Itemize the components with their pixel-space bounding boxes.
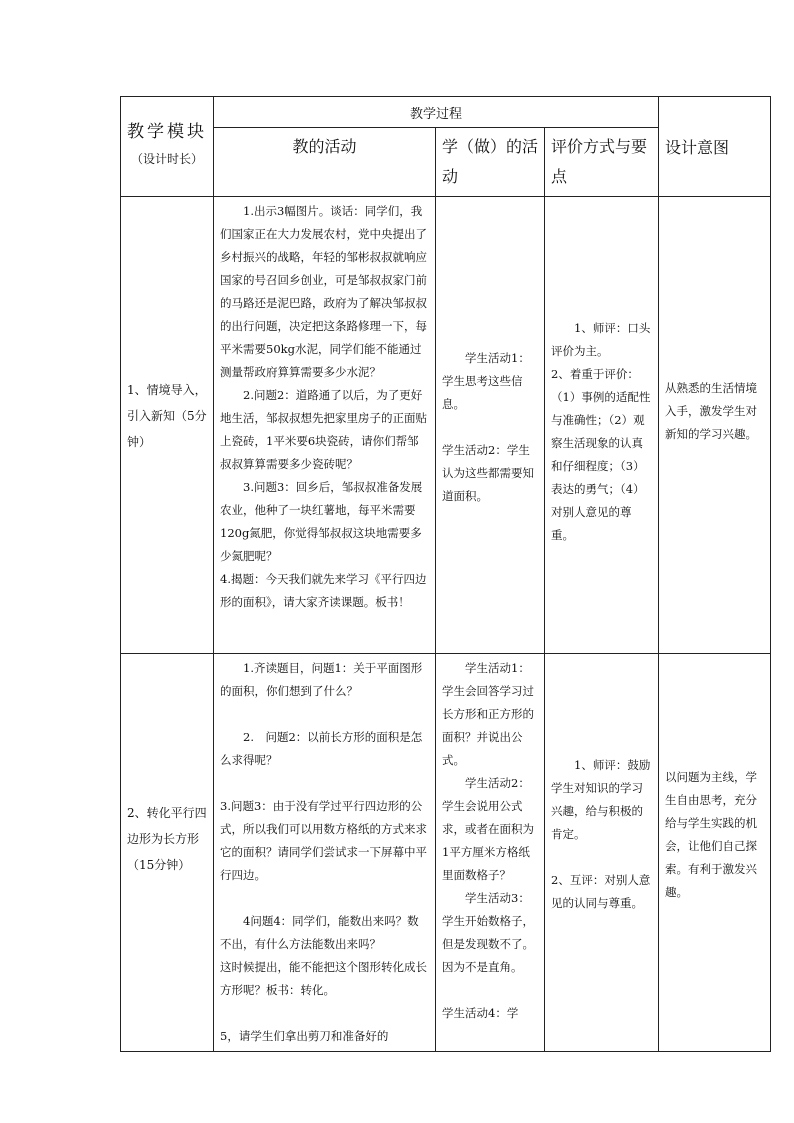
- teacher-step: 2.问题2：道路通了以后，为了更好地生活，邹叔叔想先把家里房子的正面贴上瓷砖，1平米要6块瓷砖，请你们帮邹叔叔算算需要多少瓷砖呢？: [220, 388, 427, 471]
- evaluation-cell: [545, 654, 659, 1052]
- teacher-activity-cell: [214, 197, 436, 654]
- header-row-1: [121, 97, 771, 128]
- teacher-activity-header: 教的活动: [214, 128, 436, 197]
- module-text: 1、情境导入，引入新知（5分钟）: [127, 383, 207, 449]
- teacher-step: 3.问题3：由于没有学过平行四边形的公式，所以我们可以用数方格纸的方式来求它的面积？请同学们尝试求一下屏幕中平行四边。: [220, 799, 427, 882]
- student-step: 学生活动3：学生开始数格子，但是发现数不了。因为不是直角。: [442, 891, 534, 974]
- student-activity-cell: [436, 654, 545, 1052]
- teacher-step: 3.问题3：回乡后，邹叔叔准备发展农业，他种了一块红薯地，每平米需要120g氮肥，你觉得邹叔叔这块地需要多少氮肥呢？: [220, 480, 423, 563]
- table-row: [121, 654, 771, 1052]
- evaluation-point: 1、师评：口头评价为主。: [551, 321, 651, 358]
- teacher-step: 2. 问题2：以前长方形的面积是怎么求得呢？: [220, 730, 423, 767]
- intent-cell: [659, 197, 771, 654]
- module-cell: [121, 654, 214, 1052]
- teacher-step: 1.齐读题目，问题1：关于平面图形的面积，你们想到了什么？: [220, 661, 423, 698]
- student-step: 学生活动1：学生会回答学习过长方形和正方形的面积？并说出公式。: [442, 661, 534, 767]
- intent-cell: [659, 654, 771, 1052]
- intent-text: 以问题为主线，学生自由思考，充分给与学生实践的机会，让他们自己探索。有利于激发兴趣。: [665, 770, 757, 899]
- evaluation-point: 1、师评：鼓励学生对知识的学习兴趣，给与积极的肯定。: [551, 758, 651, 841]
- teacher-step: 4.揭题：今天我们就先来学习《平行四边形的面积》，请大家齐读课题。板书！: [220, 572, 427, 609]
- student-step: 学生活动4：学: [442, 1006, 519, 1020]
- student-activity-header: 学（做）的活动: [436, 128, 545, 197]
- teacher-step: 1.出示3幅图片。谈话：同学们，我们国家正在大力发展农村，党中央提出了乡村振兴的战略，年轻的邹彬叔叔就响应国家的号召回乡创业，可是邹叔叔家门前的马路还是泥巴路，政府为了解决邹叔叔的出行问题，决定把这条路修理一下，每平米需要50kg水泥，同学们能不能通过测量帮政府算算需要多少水泥？: [220, 204, 427, 379]
- module-cell: [121, 197, 214, 654]
- module-header-subtitle: （设计时长）: [130, 152, 203, 166]
- evaluation-cell: [545, 197, 659, 654]
- table-row: [121, 197, 771, 654]
- module-text: 2、转化平行四边形为长方形（15分钟）: [127, 806, 207, 872]
- teacher-activity-cell: [214, 654, 436, 1052]
- teacher-step: 这时候提出，能不能把这个图形转化成长方形呢？板书：转化。: [220, 960, 427, 997]
- student-activity-cell: [436, 197, 545, 654]
- student-step: 学生活动1：学生思考这些信息。: [442, 351, 530, 411]
- lesson-plan-table: [120, 96, 771, 1052]
- teacher-step: 4问题4：同学们，能数出来吗？数不出，有什么方法能数出来吗？: [220, 914, 419, 951]
- module-header-title: 教学模块: [127, 122, 207, 142]
- evaluation-point: 2、互评：对别人意见的认同与尊重。: [551, 873, 651, 910]
- teacher-step: 5，请学生们拿出剪刀和准备好的: [220, 1029, 389, 1043]
- process-header: 教学过程: [214, 97, 659, 128]
- evaluation-header: 评价方式与要点: [545, 128, 659, 197]
- student-step: 学生活动2：学生认为这些都需要知道面积。: [442, 443, 534, 503]
- student-step: 学生活动2：学生会说用公式求，或者在面积为1平方厘米方格纸里面数格子？: [442, 776, 534, 882]
- module-header-cell: [121, 97, 214, 197]
- evaluation-point: 2、着重于评价：（1）事例的适配性与准确性；（2）观察生活现象的认真和仔细程度；（3）表达的勇气；（4）对别人意见的尊重。: [551, 367, 651, 542]
- intent-header: 设计意图: [659, 97, 771, 197]
- intent-text: 从熟悉的生活情境入手，激发学生对新知的学习兴趣。: [665, 381, 757, 441]
